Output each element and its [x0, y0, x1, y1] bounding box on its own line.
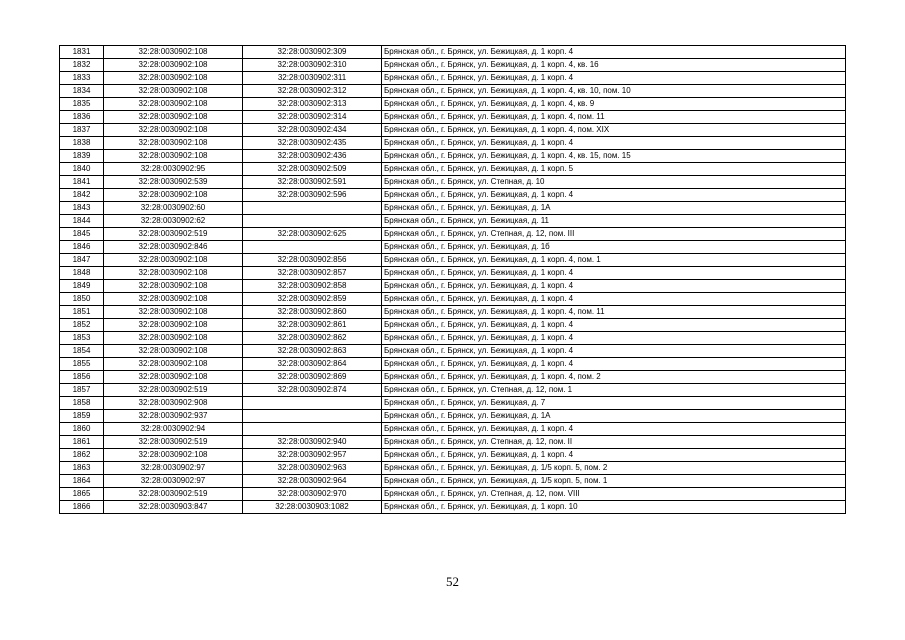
- address-cell: Брянская обл., г. Брянск, ул. Бежицкая, д. 1 корп. 4: [382, 189, 846, 202]
- cadastral-number-cell: [243, 410, 382, 423]
- parent-cadastral-cell: 32:28:0030902:95: [104, 163, 243, 176]
- address-cell: Брянская обл., г. Брянск, ул. Бежицкая, д. 1 корп. 4: [382, 72, 846, 85]
- cadastral-number-cell: [243, 397, 382, 410]
- table-row: [60, 332, 846, 345]
- parent-cadastral-cell: 32:28:0030902:519: [104, 436, 243, 449]
- table-row: [60, 449, 846, 462]
- cadastral-number-cell: [243, 423, 382, 436]
- parent-cadastral-cell: 32:28:0030902:108: [104, 280, 243, 293]
- table-row: [60, 306, 846, 319]
- row-number-cell: 1860: [60, 423, 104, 436]
- parent-cadastral-cell: 32:28:0030902:108: [104, 124, 243, 137]
- address-cell: Брянская обл., г. Брянск, ул. Степная, д. 12, пом. III: [382, 228, 846, 241]
- parent-cadastral-cell: 32:28:0030902:539: [104, 176, 243, 189]
- row-number-cell: 1846: [60, 241, 104, 254]
- parent-cadastral-cell: 32:28:0030902:108: [104, 85, 243, 98]
- cadastral-number-cell: 32:28:0030902:312: [243, 85, 382, 98]
- address-cell: Брянская обл., г. Брянск, ул. Степная, д. 12, пом. VIII: [382, 488, 846, 501]
- cadastral-number-cell: 32:28:0030902:864: [243, 358, 382, 371]
- cadastral-number-cell: 32:28:0030902:625: [243, 228, 382, 241]
- cadastral-number-cell: 32:28:0030902:862: [243, 332, 382, 345]
- row-number-cell: 1832: [60, 59, 104, 72]
- row-number-cell: 1847: [60, 254, 104, 267]
- cadastral-number-cell: 32:28:0030902:435: [243, 137, 382, 150]
- parent-cadastral-cell: 32:28:0030902:94: [104, 423, 243, 436]
- parent-cadastral-cell: 32:28:0030902:108: [104, 358, 243, 371]
- address-cell: Брянская обл., г. Брянск, ул. Бежицкая, д. 1 корп. 4: [382, 319, 846, 332]
- cadastral-number-cell: 32:28:0030902:970: [243, 488, 382, 501]
- cadastral-number-cell: 32:28:0030902:858: [243, 280, 382, 293]
- address-cell: Брянская обл., г. Брянск, ул. Бежицкая, д. 1А: [382, 202, 846, 215]
- cadastral-table: [59, 45, 846, 514]
- cadastral-number-cell: 32:28:0030902:310: [243, 59, 382, 72]
- cadastral-number-cell: 32:28:0030902:856: [243, 254, 382, 267]
- address-cell: Брянская обл., г. Брянск, ул. Бежицкая, д. 1 корп. 4, пом. 2: [382, 371, 846, 384]
- parent-cadastral-cell: 32:28:0030902:108: [104, 72, 243, 85]
- parent-cadastral-cell: 32:28:0030902:108: [104, 189, 243, 202]
- address-cell: Брянская обл., г. Брянск, ул. Бежицкая, д. 1 корп. 4, пом. XIX: [382, 124, 846, 137]
- address-cell: Брянская обл., г. Брянск, ул. Бежицкая, д. 1 корп. 4: [382, 137, 846, 150]
- parent-cadastral-cell: 32:28:0030902:108: [104, 293, 243, 306]
- cadastral-number-cell: 32:28:0030902:311: [243, 72, 382, 85]
- table-row: [60, 462, 846, 475]
- table-row: [60, 176, 846, 189]
- address-cell: Брянская обл., г. Брянск, ул. Бежицкая, д. 1 корп. 4: [382, 280, 846, 293]
- table-row: [60, 254, 846, 267]
- row-number-cell: 1836: [60, 111, 104, 124]
- table-row: [60, 215, 846, 228]
- address-cell: Брянская обл., г. Брянск, ул. Бежицкая, д. 1б: [382, 241, 846, 254]
- parent-cadastral-cell: 32:28:0030902:108: [104, 137, 243, 150]
- parent-cadastral-cell: 32:28:0030902:519: [104, 488, 243, 501]
- parent-cadastral-cell: 32:28:0030902:108: [104, 449, 243, 462]
- cadastral-number-cell: [243, 215, 382, 228]
- cadastral-number-cell: 32:28:0030902:434: [243, 124, 382, 137]
- cadastral-number-cell: 32:28:0030902:314: [243, 111, 382, 124]
- address-cell: Брянская обл., г. Брянск, ул. Бежицкая, д. 1 корп. 4, пом. 11: [382, 111, 846, 124]
- table-row: [60, 280, 846, 293]
- table-row: [60, 358, 846, 371]
- row-number-cell: 1853: [60, 332, 104, 345]
- table-row: [60, 345, 846, 358]
- parent-cadastral-cell: 32:28:0030902:908: [104, 397, 243, 410]
- address-cell: Брянская обл., г. Брянск, ул. Бежицкая, д. 1 корп. 4: [382, 267, 846, 280]
- parent-cadastral-cell: 32:28:0030902:108: [104, 254, 243, 267]
- address-cell: Брянская обл., г. Брянск, ул. Бежицкая, д. 11: [382, 215, 846, 228]
- row-number-cell: 1850: [60, 293, 104, 306]
- address-cell: Брянская обл., г. Брянск, ул. Бежицкая, д. 1 корп. 4: [382, 423, 846, 436]
- table-row: [60, 202, 846, 215]
- address-cell: Брянская обл., г. Брянск, ул. Бежицкая, д. 1 корп. 4, пом. 11: [382, 306, 846, 319]
- address-cell: Брянская обл., г. Брянск, ул. Бежицкая, д. 1 корп. 4: [382, 332, 846, 345]
- row-number-cell: 1861: [60, 436, 104, 449]
- cadastral-number-cell: 32:28:0030902:874: [243, 384, 382, 397]
- cadastral-number-cell: [243, 202, 382, 215]
- cadastral-number-cell: 32:28:0030902:857: [243, 267, 382, 280]
- cadastral-number-cell: 32:28:0030902:313: [243, 98, 382, 111]
- row-number-cell: 1849: [60, 280, 104, 293]
- row-number-cell: 1859: [60, 410, 104, 423]
- row-number-cell: 1837: [60, 124, 104, 137]
- table-row: [60, 163, 846, 176]
- row-number-cell: 1865: [60, 488, 104, 501]
- address-cell: Брянская обл., г. Брянск, ул. Бежицкая, д. 1 корп. 4: [382, 449, 846, 462]
- cadastral-number-cell: 32:28:0030902:596: [243, 189, 382, 202]
- row-number-cell: 1844: [60, 215, 104, 228]
- row-number-cell: 1839: [60, 150, 104, 163]
- row-number-cell: 1835: [60, 98, 104, 111]
- address-cell: Брянская обл., г. Брянск, ул. Бежицкая, д. 1 корп. 4: [382, 345, 846, 358]
- row-number-cell: 1848: [60, 267, 104, 280]
- parent-cadastral-cell: 32:28:0030902:108: [104, 59, 243, 72]
- row-number-cell: 1862: [60, 449, 104, 462]
- table-row: [60, 124, 846, 137]
- cadastral-number-cell: 32:28:0030902:863: [243, 345, 382, 358]
- table-row: [60, 384, 846, 397]
- parent-cadastral-cell: 32:28:0030902:108: [104, 98, 243, 111]
- row-number-cell: 1857: [60, 384, 104, 397]
- parent-cadastral-cell: 32:28:0030902:60: [104, 202, 243, 215]
- parent-cadastral-cell: 32:28:0030902:108: [104, 267, 243, 280]
- table-row: [60, 150, 846, 163]
- address-cell: Брянская обл., г. Брянск, ул. Бежицкая, д. 1 корп. 4: [382, 358, 846, 371]
- address-cell: Брянская обл., г. Брянск, ул. Бежицкая, д. 1 корп. 4, кв. 16: [382, 59, 846, 72]
- address-cell: Брянская обл., г. Брянск, ул. Степная, д. 10: [382, 176, 846, 189]
- address-cell: Брянская обл., г. Брянск, ул. Степная, д. 12, пом. II: [382, 436, 846, 449]
- row-number-cell: 1833: [60, 72, 104, 85]
- table-row: [60, 59, 846, 72]
- table-row: [60, 410, 846, 423]
- cadastral-number-cell: 32:28:0030903:1082: [243, 501, 382, 514]
- cadastral-number-cell: 32:28:0030902:860: [243, 306, 382, 319]
- row-number-cell: 1840: [60, 163, 104, 176]
- cadastral-number-cell: 32:28:0030902:940: [243, 436, 382, 449]
- parent-cadastral-cell: 32:28:0030902:937: [104, 410, 243, 423]
- address-cell: Брянская обл., г. Брянск, ул. Бежицкая, д. 1А: [382, 410, 846, 423]
- table-row: [60, 98, 846, 111]
- row-number-cell: 1842: [60, 189, 104, 202]
- table-row: [60, 228, 846, 241]
- row-number-cell: 1864: [60, 475, 104, 488]
- parent-cadastral-cell: 32:28:0030902:97: [104, 475, 243, 488]
- parent-cadastral-cell: 32:28:0030902:108: [104, 345, 243, 358]
- address-cell: Брянская обл., г. Брянск, ул. Степная, д. 12, пом. 1: [382, 384, 846, 397]
- row-number-cell: 1854: [60, 345, 104, 358]
- address-cell: Брянская обл., г. Брянск, ул. Бежицкая, д. 1 корп. 4, пом. 1: [382, 254, 846, 267]
- address-cell: Брянская обл., г. Брянск, ул. Бежицкая, д. 1 корп. 4: [382, 46, 846, 59]
- table-row: [60, 371, 846, 384]
- table-row: [60, 189, 846, 202]
- table-row: [60, 475, 846, 488]
- address-cell: Брянская обл., г. Брянск, ул. Бежицкая, д. 1 корп. 10: [382, 501, 846, 514]
- row-number-cell: 1852: [60, 319, 104, 332]
- address-cell: Брянская обл., г. Брянск, ул. Бежицкая, д. 1/5 корп. 5, пом. 2: [382, 462, 846, 475]
- row-number-cell: 1858: [60, 397, 104, 410]
- parent-cadastral-cell: 32:28:0030902:519: [104, 228, 243, 241]
- parent-cadastral-cell: 32:28:0030902:62: [104, 215, 243, 228]
- table-row: [60, 72, 846, 85]
- parent-cadastral-cell: 32:28:0030902:846: [104, 241, 243, 254]
- address-cell: Брянская обл., г. Брянск, ул. Бежицкая, д. 1 корп. 4, кв. 15, пом. 15: [382, 150, 846, 163]
- address-cell: Брянская обл., г. Брянск, ул. Бежицкая, д. 7: [382, 397, 846, 410]
- cadastral-number-cell: 32:28:0030902:591: [243, 176, 382, 189]
- row-number-cell: 1856: [60, 371, 104, 384]
- table-row: [60, 501, 846, 514]
- cadastral-number-cell: 32:28:0030902:859: [243, 293, 382, 306]
- table-row: [60, 293, 846, 306]
- row-number-cell: 1855: [60, 358, 104, 371]
- table-row: [60, 46, 846, 59]
- parent-cadastral-cell: 32:28:0030902:97: [104, 462, 243, 475]
- table-row: [60, 397, 846, 410]
- table-row: [60, 111, 846, 124]
- cadastral-number-cell: 32:28:0030902:861: [243, 319, 382, 332]
- table-body: [60, 46, 846, 514]
- table-row: [60, 319, 846, 332]
- table-row: [60, 488, 846, 501]
- document-page: [59, 45, 845, 514]
- table-row: [60, 423, 846, 436]
- table-row: [60, 137, 846, 150]
- parent-cadastral-cell: 32:28:0030902:108: [104, 46, 243, 59]
- cadastral-number-cell: 32:28:0030902:869: [243, 371, 382, 384]
- cadastral-number-cell: [243, 241, 382, 254]
- address-cell: Брянская обл., г. Брянск, ул. Бежицкая, д. 1 корп. 5: [382, 163, 846, 176]
- row-number-cell: 1838: [60, 137, 104, 150]
- parent-cadastral-cell: 32:28:0030902:108: [104, 306, 243, 319]
- parent-cadastral-cell: 32:28:0030902:108: [104, 319, 243, 332]
- cadastral-number-cell: 32:28:0030902:509: [243, 163, 382, 176]
- row-number-cell: 1831: [60, 46, 104, 59]
- parent-cadastral-cell: 32:28:0030902:108: [104, 111, 243, 124]
- address-cell: Брянская обл., г. Брянск, ул. Бежицкая, д. 1 корп. 4, кв. 9: [382, 98, 846, 111]
- table-row: [60, 241, 846, 254]
- cadastral-number-cell: 32:28:0030902:963: [243, 462, 382, 475]
- parent-cadastral-cell: 32:28:0030902:108: [104, 332, 243, 345]
- address-cell: Брянская обл., г. Брянск, ул. Бежицкая, д. 1 корп. 4: [382, 293, 846, 306]
- row-number-cell: 1845: [60, 228, 104, 241]
- row-number-cell: 1843: [60, 202, 104, 215]
- row-number-cell: 1841: [60, 176, 104, 189]
- parent-cadastral-cell: 32:28:0030902:108: [104, 371, 243, 384]
- page-number: 52: [446, 574, 459, 589]
- parent-cadastral-cell: 32:28:0030902:519: [104, 384, 243, 397]
- parent-cadastral-cell: 32:28:0030902:108: [104, 150, 243, 163]
- address-cell: Брянская обл., г. Брянск, ул. Бежицкая, д. 1 корп. 4, кв. 10, пом. 10: [382, 85, 846, 98]
- table-row: [60, 436, 846, 449]
- cadastral-number-cell: 32:28:0030902:964: [243, 475, 382, 488]
- row-number-cell: 1834: [60, 85, 104, 98]
- cadastral-number-cell: 32:28:0030902:957: [243, 449, 382, 462]
- table-row: [60, 85, 846, 98]
- row-number-cell: 1851: [60, 306, 104, 319]
- address-cell: Брянская обл., г. Брянск, ул. Бежицкая, д. 1/5 корп. 5, пом. 1: [382, 475, 846, 488]
- row-number-cell: 1866: [60, 501, 104, 514]
- table-row: [60, 267, 846, 280]
- row-number-cell: 1863: [60, 462, 104, 475]
- parent-cadastral-cell: 32:28:0030903:847: [104, 501, 243, 514]
- cadastral-number-cell: 32:28:0030902:436: [243, 150, 382, 163]
- cadastral-number-cell: 32:28:0030902:309: [243, 46, 382, 59]
